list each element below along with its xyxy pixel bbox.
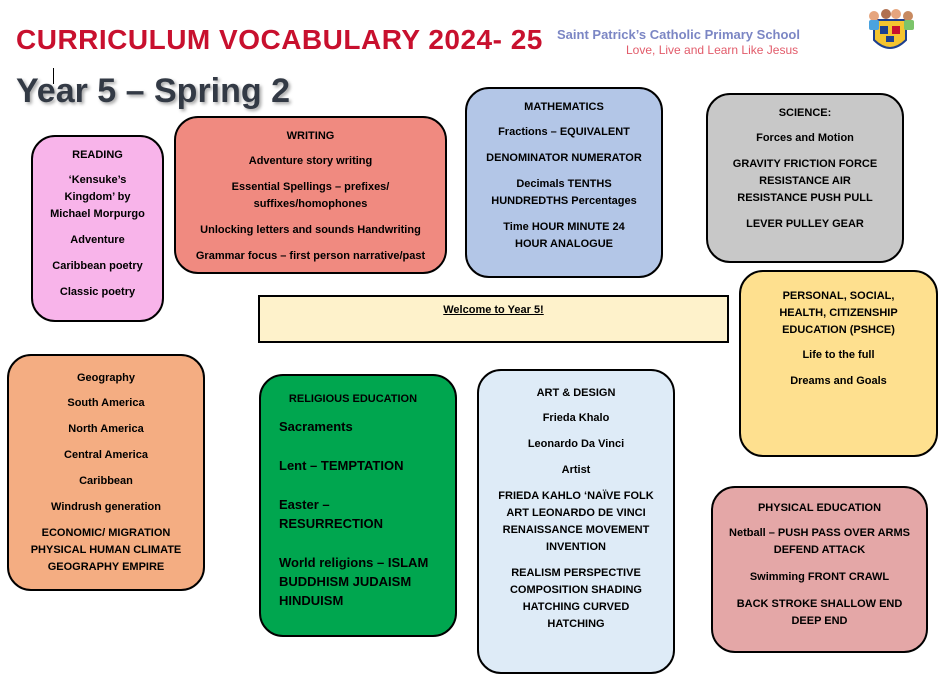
science-item: GRAVITY FRICTION FORCE RESISTANCE AIR RESISTANCE PUSH PULL — [732, 158, 878, 204]
physical-education-box — [711, 486, 928, 653]
reading-item: ‘Kensuke’s Kingdom’ by Michael Morpurgo — [50, 174, 145, 220]
physical-education-item: BACK STROKE SHALLOW END DEEP END — [736, 598, 903, 627]
mathematics-item: Decimals TENTHS HUNDREDTHS Percentages — [491, 178, 637, 207]
physical-education-item: Netball – PUSH PASS OVER ARMS DEFEND ATTACK — [729, 527, 910, 556]
mathematics-item: DENOMINATOR NUMERATOR — [486, 152, 642, 164]
mathematics-item: Fractions – EQUIVALENT — [498, 126, 630, 138]
writing-item: Grammar focus – first person narrative/past — [195, 250, 426, 262]
religious-education-item: World religions – ISLAM BUDDHISM JUDAISM HINDUISM — [279, 555, 429, 608]
reading-box — [31, 135, 164, 322]
art-design-item: FRIEDA KAHLO ‘NAÏVE FOLK ART LEONARDO DE VINCI RENAISSANCE MOVEMENT INVENTION — [498, 490, 654, 553]
pshce-item: Dreams and Goals — [790, 375, 887, 387]
art-design-item: Frieda Khalo — [542, 412, 610, 424]
religious-education-item: Easter – RESURRECTION — [279, 497, 384, 531]
mathematics-title: MATHEMATICS — [524, 101, 604, 113]
geography-item: South America — [67, 397, 145, 409]
school-crest-icon — [860, 6, 920, 58]
religious-education-box — [259, 374, 457, 637]
main-title: CURRICULUM VOCABULARY 2024- 25 — [16, 24, 543, 55]
art-design-item: Artist — [561, 464, 591, 476]
mathematics-item: Time HOUR MINUTE 24 HOUR ANALOGUE — [503, 221, 625, 250]
art-design-item: REALISM PERSPECTIVE COMPOSITION SHADING HATCHING CURVED HATCHING — [509, 567, 642, 630]
religious-education-item: Lent – TEMPTATION — [279, 458, 404, 473]
geography-title: Geography — [76, 372, 136, 384]
page-subtitle: Year 5 – Spring 2 — [16, 72, 291, 110]
writing-item: Unlocking letters and sounds Handwriting — [200, 224, 421, 236]
reading-item: Adventure — [70, 234, 125, 246]
writing-item: Adventure story writing — [248, 155, 373, 167]
art-design-item: Leonardo Da Vinci — [527, 438, 625, 450]
writing-title: WRITING — [286, 130, 335, 142]
geography-item: Caribbean — [79, 475, 133, 487]
religious-education-title: RELIGIOUS EDUCATION — [288, 393, 418, 405]
writing-item: Essential Spellings – prefixes/ suffixes/homophones — [231, 181, 390, 210]
science-item: LEVER PULLEY GEAR — [746, 218, 864, 230]
science-item: Forces and Motion — [756, 132, 854, 144]
welcome-text: Welcome to Year 5! — [443, 304, 544, 316]
welcome-banner — [258, 295, 729, 343]
pshce-item: Life to the full — [802, 349, 875, 361]
science-title: SCIENCE: — [778, 107, 832, 119]
science-box — [706, 93, 904, 263]
geography-box — [7, 354, 205, 591]
reading-item: Caribbean poetry — [52, 260, 143, 272]
reading-item: Classic poetry — [59, 286, 136, 298]
school-motto: Love, Live and Learn Like Jesus — [626, 43, 799, 57]
pshce-box — [739, 270, 938, 457]
art-design-box — [477, 369, 675, 674]
school-name: Saint Patrick’s Catholic Primary School — [557, 27, 800, 42]
art-design-title: ART & DESIGN — [536, 387, 616, 399]
writing-box — [174, 116, 447, 274]
geography-item: Windrush generation — [51, 501, 161, 513]
mathematics-box — [465, 87, 663, 278]
reading-title: READING — [72, 149, 123, 161]
physical-education-item: Swimming FRONT CRAWL — [749, 571, 890, 583]
physical-education-title: PHYSICAL EDUCATION — [757, 502, 882, 514]
geography-item: North America — [68, 423, 144, 435]
religious-education-item: Sacraments — [279, 419, 353, 434]
geography-item: Central America — [64, 449, 148, 461]
geography-item: ECONOMIC/ MIGRATION PHYSICAL HUMAN CLIMATE GEOGRAPHY EMPIRE — [30, 527, 182, 573]
pshce-title: PERSONAL, SOCIAL, HEALTH, CITIZENSHIP EDUCATION (PSHCE) — [779, 290, 898, 336]
